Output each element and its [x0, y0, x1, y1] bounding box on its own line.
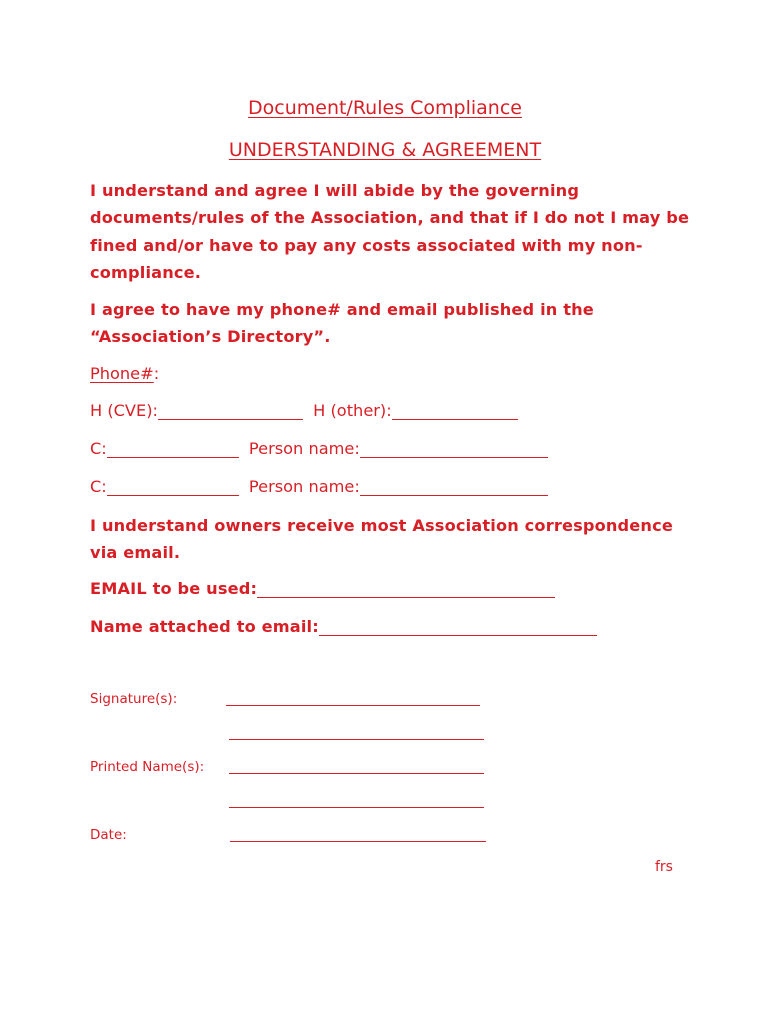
signature-line-2[interactable]	[229, 738, 484, 740]
email-paragraph: I understand owners receive most Association correspondence via email.	[90, 516, 673, 563]
phone-heading-text: Phone#	[90, 364, 154, 383]
printed-name-label: Printed Name(s):	[90, 759, 205, 775]
email-row	[90, 578, 555, 600]
phone-heading-colon: :	[153, 364, 160, 383]
cell-phone-row-2	[90, 476, 548, 498]
signature-label: Signature(s):	[90, 691, 178, 707]
email-name-label: Name attached to email:	[90, 617, 319, 636]
printed-name-line-1[interactable]	[229, 772, 484, 774]
h-other-label: H (other):	[313, 401, 392, 420]
person-name-field-1[interactable]	[360, 440, 548, 458]
document-title: Document/Rules Compliance	[248, 97, 522, 119]
cell-label-1: C:	[90, 439, 107, 458]
compliance-paragraph: I understand and agree I will abide by the governing documents/rules of the Association, and that if I do not I may be fined and/or have to pay any costs associated with my non-compliance.	[90, 181, 690, 282]
h-cve-field[interactable]	[158, 402, 303, 420]
cell-label-2: C:	[90, 477, 107, 496]
email-name-field[interactable]	[319, 618, 597, 636]
h-cve-label: H (CVE):	[90, 401, 159, 420]
email-label: EMAIL to be used:	[90, 579, 258, 598]
phone-heading	[90, 363, 159, 385]
date-label: Date:	[90, 827, 127, 843]
h-other-field[interactable]	[392, 402, 518, 420]
signature-line-1[interactable]	[226, 704, 480, 706]
directory-paragraph: I agree to have my phone# and email published in the “Association’s Directory”.	[90, 300, 594, 347]
person-name-label-2: Person name:	[248, 477, 360, 496]
cell-field-1[interactable]	[107, 440, 239, 458]
person-name-field-2[interactable]	[360, 478, 548, 496]
email-name-row	[90, 616, 597, 638]
footer-initials: frs	[655, 859, 673, 875]
home-phone-row	[90, 400, 518, 422]
cell-field-2[interactable]	[107, 478, 239, 496]
cell-phone-row-1	[90, 438, 548, 460]
person-name-label-1: Person name:	[248, 439, 360, 458]
date-line[interactable]	[230, 840, 486, 842]
document-subtitle: UNDERSTANDING & AGREEMENT	[228, 139, 542, 161]
email-field[interactable]	[257, 580, 555, 598]
printed-name-line-2[interactable]	[229, 806, 484, 808]
